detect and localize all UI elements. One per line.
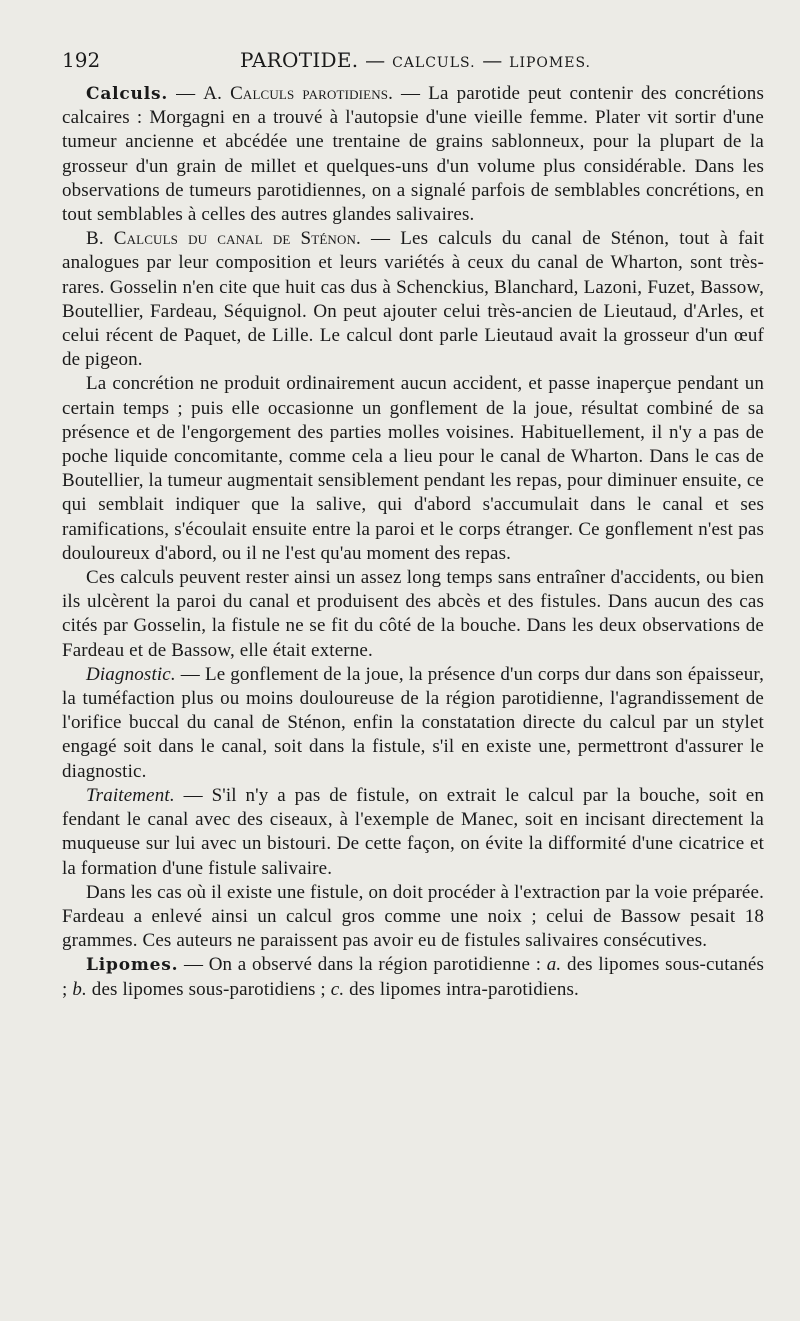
running-title-dash: — — [475, 48, 510, 72]
em-dash: — — [178, 954, 209, 976]
paragraph-text: Ces calculs peuvent rester ainsi un assez long temps sans entraîner d'accidents, ou bien ils ulcèrent la paroi du canal et produisent des abcès et des fistules. Dans aucun des cas cités par Gosselin, la fistule ne se fit du côté de la bouche. Dans les deux observations de Fardeau et de Bassow, elle était externe. — [62, 567, 764, 661]
subsection-label-a: A. Calculs parotidiens. — [203, 83, 394, 104]
paragraph-text: des lipomes intra-parotidiens. — [344, 978, 579, 1000]
paragraph-text: des lipomes sous-parotidiens ; — [86, 978, 331, 1000]
paragraph-text: Les calculs du canal de Sténon, tout à fait analogues par leur composition et leurs variétés à ceux du canal de Wharton, sont très-rares. Gosselin n'en cite que huit cas dus à Schenckius, Blanchard, Lazoni, Fuzet, Bassow, Boutellier, Fardeau, Séquignol. On peut ajouter celui très-ancien de Lieutaud, d'Arles, et celui récent de Paquet, de Lille. Le calcul dont parle Lieutaud avait la grosseur d'un œuf de pigeon. — [62, 228, 765, 371]
paragraph-concretion — [62, 372, 764, 566]
page-number: 192 — [62, 48, 101, 72]
paragraph-lipomes — [62, 953, 764, 1001]
em-dash: — — [174, 784, 212, 806]
running-title-calculs: CALCULS. — [392, 55, 476, 71]
paragraph-diagnostic — [62, 663, 764, 784]
paragraph-text: Dans les cas où il existe une fistule, on doit procéder à l'extraction par la voie préparée. Fardeau a enlevé ainsi un calcul gros comme une noix ; celui de Bassow pesait 18 grammes. Ces auteurs ne paraissent pas avoir eu de fistules salivaires consécutives. — [62, 881, 764, 952]
running-title-dash: — — [358, 48, 393, 72]
em-dash: — — [360, 228, 401, 250]
paragraph-calculs-stenon — [62, 227, 764, 372]
paragraph-text: Le gonflement de la joue, la présence d'un corps dur dans son épaisseur, la tuméfaction plus ou moins douloureuse de la région parotidienne, l'agrandissement de l'orifice buccal du canal de Sténon, enfin la constatation directe du calcul par un stylet engagé soit dans le canal, soit dans la fistule, s'il en existe une, permettront d'assurer le diagnostic. — [62, 663, 764, 782]
list-marker-b: b. — [72, 978, 87, 1000]
paragraph-text: des lipomes sous-cutanés ; — [62, 954, 765, 1000]
paragraph-text: S'il n'y a pas de fistule, on extrait le calcul par la bouche, soit en fendant le canal avec des ciseaux, à l'exemple de Manec, soit en incisant directement la muqueuse sur lui avec un bistouri. De cette façon, on évite la difformité d'une cicatrice et la formation d'une fistule salivaire. — [62, 784, 765, 879]
paragraph-text: La concrétion ne produit ordinairement aucun accident, et passe inaperçue pendant un certain temps ; puis elle occasionne un gonflement de la joue, résultat combiné de sa présence et de l'engorgement des parties molles voisines. Habituellement, il n'y a pas de poche liquide concomitante, comme cela a lieu pour le canal de Wharton. Dans le cas de Boutellier, la tumeur augmentait sensiblement pendant les repas, pour diminuer ensuite, ce qui semblait indiquer que la salive, qui d'abord s'accumulait dans le canal et ses ramifications, s'écoulait ensuite entre la paroi et le corps étranger. Ce gonflement n'est pas douloureux d'abord, ou il ne l'est qu'au moment des repas. — [62, 373, 764, 564]
section-heading-diagnostic: Diagnostic. — [86, 663, 176, 685]
em-dash: — — [168, 83, 204, 104]
section-heading-lipomes: Lipomes. — [86, 955, 179, 976]
list-marker-c: c. — [330, 978, 345, 1000]
running-title-lipomes: LIPOMES. — [509, 55, 591, 71]
em-dash: — — [175, 663, 205, 685]
body-text — [62, 82, 764, 1002]
paragraph-fistule — [62, 881, 764, 954]
paragraph-accidents — [62, 566, 764, 663]
paragraph-text: On a observé dans la région parotidienne : — [208, 954, 547, 976]
paragraph-text: La parotide peut contenir des concrétions calcaires : Morgagni en a trouvé à l'autopsie d'une vieille femme. Plater vit sortir d'une tumeur ancienne et abcédée une trentaine de grains sablonneux, pour la plupart de la grosseur d'un grain de millet et quelques-uns d'un volume plus considérable. Dans les observations de tumeurs parotidiennes, on a signalé parfois de semblables concrétions, en tout semblables à celles des autres glandes salivaires. — [62, 83, 765, 226]
running-title — [240, 48, 591, 72]
list-marker-a: a. — [546, 954, 562, 976]
subsection-label-b: B. Calculs du canal de Sténon. — [86, 228, 361, 250]
running-header — [62, 44, 764, 78]
paragraph-traitement — [62, 784, 764, 881]
section-heading-traitement: Traitement. — [86, 784, 175, 806]
paragraph-calculs-parotidiens — [62, 82, 764, 227]
running-title-main: PAROTIDE. — [240, 48, 359, 72]
em-dash: — — [393, 83, 429, 104]
section-heading-calculs: Calculs. — [86, 84, 169, 104]
